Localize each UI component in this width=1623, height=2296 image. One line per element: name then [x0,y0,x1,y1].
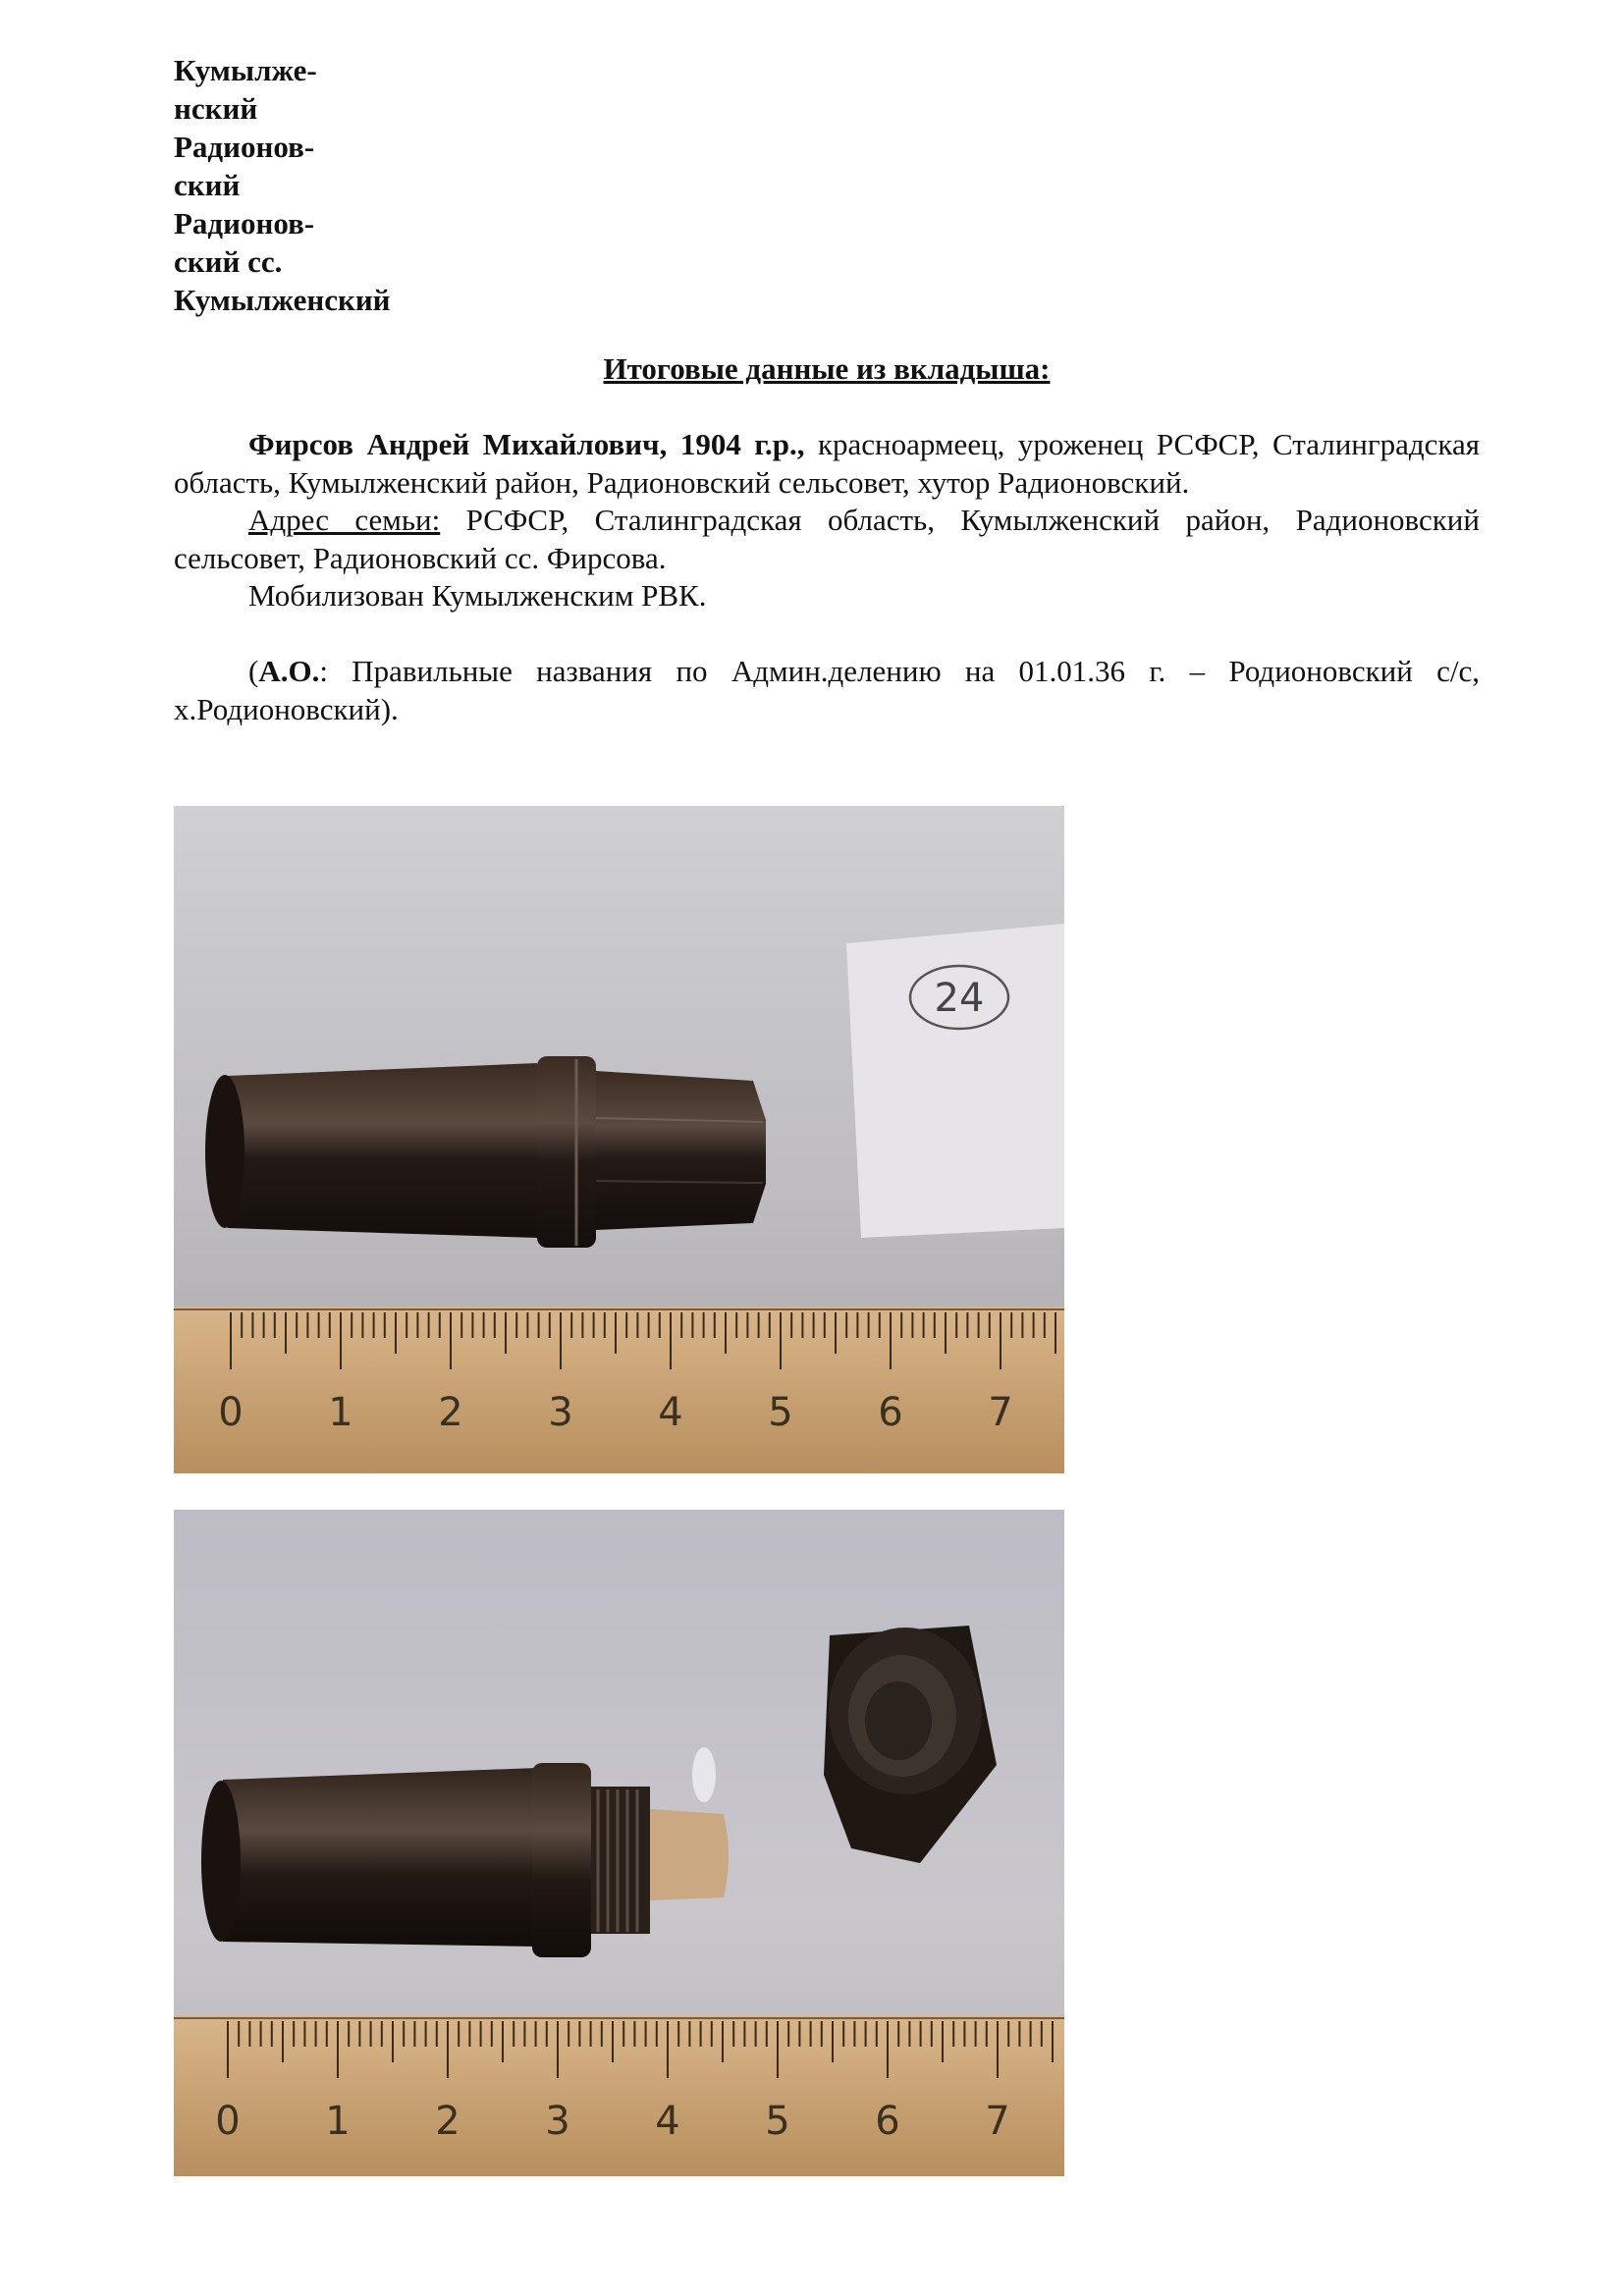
family-paragraph [174,502,1480,577]
ruler-1 [174,1307,1064,1473]
note-abbr: А.О. [258,654,320,688]
header-line: ский [174,168,241,202]
ruler-number: 3 [545,2099,570,2144]
ruler-number: 1 [328,1390,353,1435]
person-name-year: Фирсов Андрей Михайлович, 1904 г.р., [248,427,805,461]
capsule-closed-drawing [205,1056,766,1248]
person-paragraph [174,426,1480,502]
ruler-number: 6 [875,2099,900,2144]
tag-number: 24 [934,976,985,1021]
header-line: Радионов- [174,130,315,164]
ruler-number: 3 [548,1390,573,1435]
ruler-number: 2 [435,2099,460,2144]
ruler-number: 0 [218,1390,243,1435]
header-location-lines [174,51,488,319]
header-line: Радионов- [174,206,315,240]
ruler-number: 0 [215,2099,241,2144]
record-body [174,426,1480,728]
section-title: Итоговые данные из вкладыша: [603,351,1051,386]
ruler-number: 4 [655,2099,680,2144]
ruler-number: 5 [765,2099,790,2144]
capsule-photo-closed [174,806,1064,1473]
note-paragraph [174,653,1480,728]
ruler-number: 5 [768,1390,793,1435]
ruler-number: 1 [325,2099,351,2144]
ruler-number: 2 [438,1390,463,1435]
header-line: ский сс. [174,244,283,279]
capsule-photo-open [174,1510,1064,2176]
person-details: красноармеец, уроженец РСФСР, Сталинградская область, Кумылженский район, Радионовский сельсовет, хутор Радионовский. [174,427,1480,500]
family-label: Адрес семьи: [248,503,441,537]
ruler-number: 6 [878,1390,903,1435]
mobilized-paragraph: Мобилизован Кумылженским РВК. [248,578,707,613]
note-open: ( [248,654,259,688]
ruler-number: 4 [658,1390,683,1435]
header-line: Кумылже- [174,53,317,87]
paragraph-gap [174,615,1480,654]
family-address: РСФСР, Сталинградская область, Кумылженский район, Радионовский сельсовет, Радионовский сс. Фирсова. [174,503,1480,575]
ruler-number: 7 [988,1390,1013,1435]
paper-tag [846,924,1064,1238]
ruler-number: 7 [985,2099,1010,2144]
header-line: Кумылженский [174,283,391,317]
note-text: : Правильные названия по Админ.делению на 01.01.36 г. – Родионовский с/с, х.Родионовский). [174,654,1480,726]
header-line: нский [174,91,258,126]
ruler-2 [174,2015,1064,2176]
